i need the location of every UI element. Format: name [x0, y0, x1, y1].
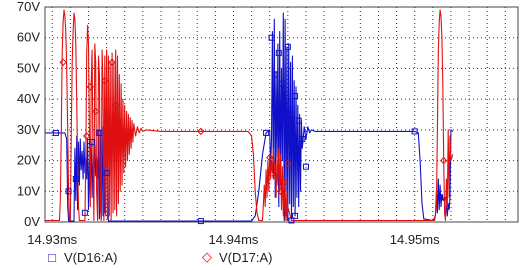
series-marker: [285, 44, 290, 49]
legend-diamond-marker-icon: ◇: [202, 249, 212, 264]
y-tick-label: 30V: [16, 121, 40, 137]
y-tick-label: 0V: [24, 214, 40, 229]
legend-square-marker-icon: □: [48, 249, 56, 265]
y-tick-label: 10V: [16, 183, 40, 199]
y-tick-label: 70V: [16, 0, 40, 14]
series-marker: [293, 94, 298, 99]
legend-label-d16: V(D16:A): [64, 249, 118, 265]
legend-item-d16[interactable]: [46, 248, 117, 266]
legend-item-d17[interactable]: [201, 248, 272, 266]
x-tick-labels: [27, 232, 440, 247]
series-marker: [303, 164, 308, 169]
series-line: [45, 10, 453, 220]
series-marker: [276, 51, 281, 56]
y-tick-label: 60V: [16, 29, 40, 45]
y-tick-labels: [17, 0, 40, 229]
plot-series: [45, 10, 453, 221]
x-tick-label: 14.94ms: [208, 232, 259, 247]
series-marker: [60, 59, 66, 65]
y-tick-label: 40V: [16, 91, 40, 107]
y-tick-label: 20V: [16, 152, 40, 168]
legend-label-d17: V(D17:A): [219, 249, 273, 265]
series-marker: [296, 118, 301, 123]
x-tick-label: 14.93ms: [27, 232, 78, 247]
x-tick-label: 14.95ms: [389, 232, 440, 247]
y-tick-label: 50V: [16, 60, 40, 76]
